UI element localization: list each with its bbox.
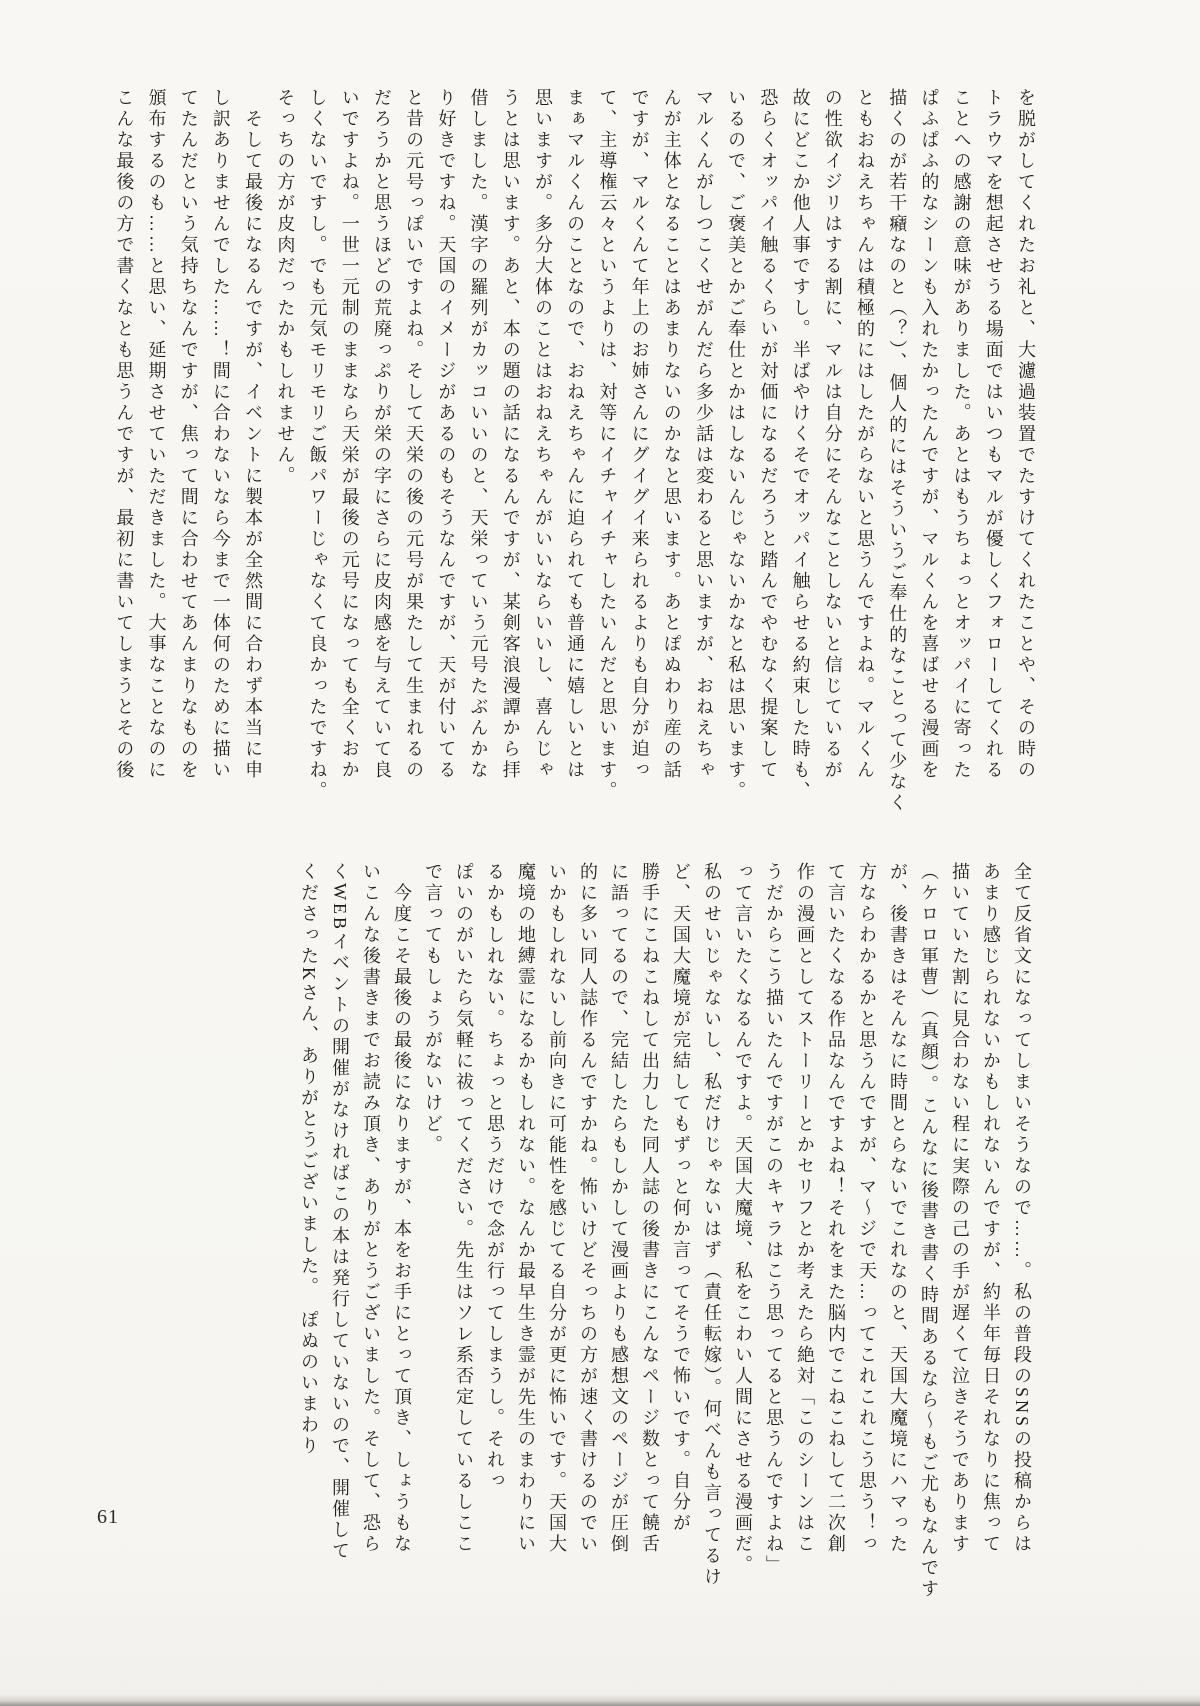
scan-bottom-edge-shadow: [0, 1694, 1200, 1706]
vertical-text-column: るかもしれない。ちょっと思うだけで念が行ってしまうし。それっ: [485, 862, 505, 1492]
vertical-text-column: て言いたくなる作品なんですよね！それをまた脳内でこねこねして二次創: [826, 862, 846, 1555]
vertical-text-column: って言いたくなるんですよ。天国大魔境、私をこわい人間にさせる漫画だ。: [733, 862, 753, 1576]
vertical-text-column: そして最後になるんですが、イベントに製本が全然間に合わず本当に申: [243, 88, 264, 781]
vertical-text-column: 恐らくオッパイ触るくらいが対価になるだろうと踏んでやむなく提案して: [758, 88, 779, 781]
vertical-text-column: 全て反省文になってしまいそうなので……。私の普段のSNSの投稿からは: [1012, 862, 1032, 1556]
vertical-text-column: くださったKさん、ありがとうございました。 ぽぬのいまわり: [299, 862, 319, 1457]
vertical-text-column: こんな最後の方で書くなとも思うんですが、最初に書いてしまうとその後: [114, 88, 135, 781]
vertical-text-column: ともおねえちゃんは積極的にはしたがらないと思うんですよね。マルくん: [854, 88, 875, 781]
vertical-text-column: て、主導権云々というよりは、対等にイチャイチャしたいんだと思います。: [597, 88, 618, 802]
vertical-text-column: 描くのが若干癪なのと（？）、個人的にはそういうご奉仕的なことって少なく: [887, 88, 908, 814]
vertical-text-column: と昔の元号っぽいですよね。そして天栄の後の元号が果たして生まれるの: [404, 88, 425, 781]
vertical-text-column: ことへの感謝の意味がありました。あとはもうちょっとオッパイに寄った: [951, 88, 972, 781]
vertical-text-column: ぽいのがいたら気軽に祓ってください。先生はソレ系否定しているしここ: [454, 862, 474, 1555]
vertical-text-column: いこんな後書きまでお読み頂き、ありがとうございました。そして、恐ら: [361, 862, 381, 1555]
vertical-text-column: ぱふぱふ的なシーンも入れたかったんですが、マルくんを喜ばせる漫画を: [919, 88, 940, 781]
vertical-text-column: り好きですね。天国のイメージがあるのもそうなんですが、天が付いてる: [436, 88, 457, 781]
vertical-text-column: し訳ありませんでした……！間に合わないなら今まで一体何のために描い: [210, 88, 231, 781]
vertical-text-column: くWEBイベントの開催がなければこの本は発行していないので、開催して: [330, 862, 350, 1562]
vertical-text-column: マルくんがしつこくせがんだら多少話は変わると思いますが、おねえちゃ: [693, 88, 714, 781]
vertical-text-column: を脱がしてくれたお礼と、大濾過装置でたすけてくれたことや、その時の: [1016, 88, 1036, 781]
vertical-text-column: 作の漫画としてストーリーとかセリフとか考えたら絶対「このシーンはこ: [795, 862, 815, 1555]
vertical-text-column: そっちの方が皮肉だったかもしれません。: [275, 88, 296, 487]
vertical-text-column: だろうかと思うほどの荒廃っぷりが栄の字にさらに皮肉感を与えていて良: [371, 88, 392, 781]
vertical-text-column: うとは思います。あと、本の題の話になるんですが、某剣客浪漫譚から拝: [500, 88, 521, 781]
vertical-text-column: に語ってるので、完結したらもしかして漫画よりも感想文のページが圧倒: [609, 862, 629, 1555]
vertical-text-column: てたんだという気持ちなんですが、焦って間に合わせてあんまりなものを: [178, 88, 199, 781]
vertical-text-column: トラウマを想起させうる場面ではいつもマルが優しくフォローしてくれる: [983, 88, 1004, 781]
vertical-text-column: 的に多い同人誌作るんですかね。怖いけどそっちの方が速く書けるのでい: [578, 862, 598, 1555]
vertical-text-column: んが主体となることはあまりないのかなと思います。あとぽぬわり産の話: [661, 88, 682, 781]
vertical-text-column: 故にどこか他人事ですし。半ばやけくそでオッパイ触らせる約束した時も、: [790, 88, 811, 802]
afterword-bottom-text-block: [293, 862, 1037, 1600]
vertical-text-column: しくないですし。でも元気モリモリご飯パワーじゃなくて良かったですね。: [307, 88, 328, 802]
vertical-text-column: 思いますが。多分大体のことはおねえちゃんがいいならいいし、喜んじゃ: [532, 88, 553, 781]
vertical-text-column: 頒布するのも……と思い、延期させていただきました。大事なことなのに: [146, 88, 167, 781]
vertical-text-column: まぁマルくんのことなので、おねえちゃんに迫られても普通に嬉しいとは: [565, 88, 586, 781]
vertical-text-column: うだからこう描いたんですがこのキャラはこう思ってると思うんですよね」: [764, 862, 784, 1576]
vertical-text-column: 魔境の地縛霊になるかもしれない。なんか最早生き霊が先生のまわりにい: [516, 862, 536, 1555]
vertical-text-column: いるので、ご褒美とかご奉仕とかはしないんじゃないかなと私は思います。: [726, 88, 747, 802]
vertical-text-column: 今度こそ最後の最後になりますが、本をお手にとって頂き、しょうもな: [392, 862, 412, 1555]
vertical-text-column: （ケロロ軍曹）（真顔）。こんなに後書き書く時間あるなら〜もご尤もなんです: [919, 862, 939, 1600]
vertical-text-column: いかもしれないし前向きに可能性を感じてる自分が更に怖いです。天国大: [547, 862, 567, 1555]
vertical-text-column: が、後書きはそんなに時間とらないでこれなのと、天国大魔境にハマった: [888, 862, 908, 1555]
vertical-text-column: いですよね。一世一元制のままなら天栄が最後の元号になっても全くおか: [339, 88, 360, 781]
vertical-text-column: 勝手にこねこねして出力した同人誌の後書きにこんなページ数とって饒舌: [640, 862, 660, 1555]
vertical-text-column: で言ってもしょうがないけど。: [423, 862, 443, 1156]
vertical-text-column: あまり感じられないかもしれないんですが、約半年毎日それなりに焦って: [981, 862, 1001, 1555]
page-number: 61: [97, 1506, 119, 1528]
vertical-text-column: ど、天国大魔境が完結してもずっと何か言ってそうで怖いです。自分が: [671, 862, 691, 1534]
vertical-text-column: 描いていた割に見合わない程に実際の己の手が遅くて泣きそうであります: [950, 862, 970, 1555]
vertical-text-column: ですが、マルくんて年上のお姉さんにグイグイ来られるよりも自分が迫っ: [629, 88, 650, 781]
vertical-text-column: 方ならわかるかと思うんですが、マ〜ジで天…ってこれこれこう思う！っ: [857, 862, 877, 1555]
vertical-text-column: 借しました。漢字の羅列がカッコいいのと、天栄っていう元号たぶんかな: [468, 88, 489, 781]
vertical-text-column: の性欲イジリはする割に、マルは自分にそんなことしないと信じているが: [822, 88, 843, 781]
vertical-text-column: 私のせいじゃないし、私だけじゃないはず（責任転嫁）。何べんも言ってるけ: [702, 862, 722, 1588]
afterword-top-text-block: [108, 88, 1042, 814]
